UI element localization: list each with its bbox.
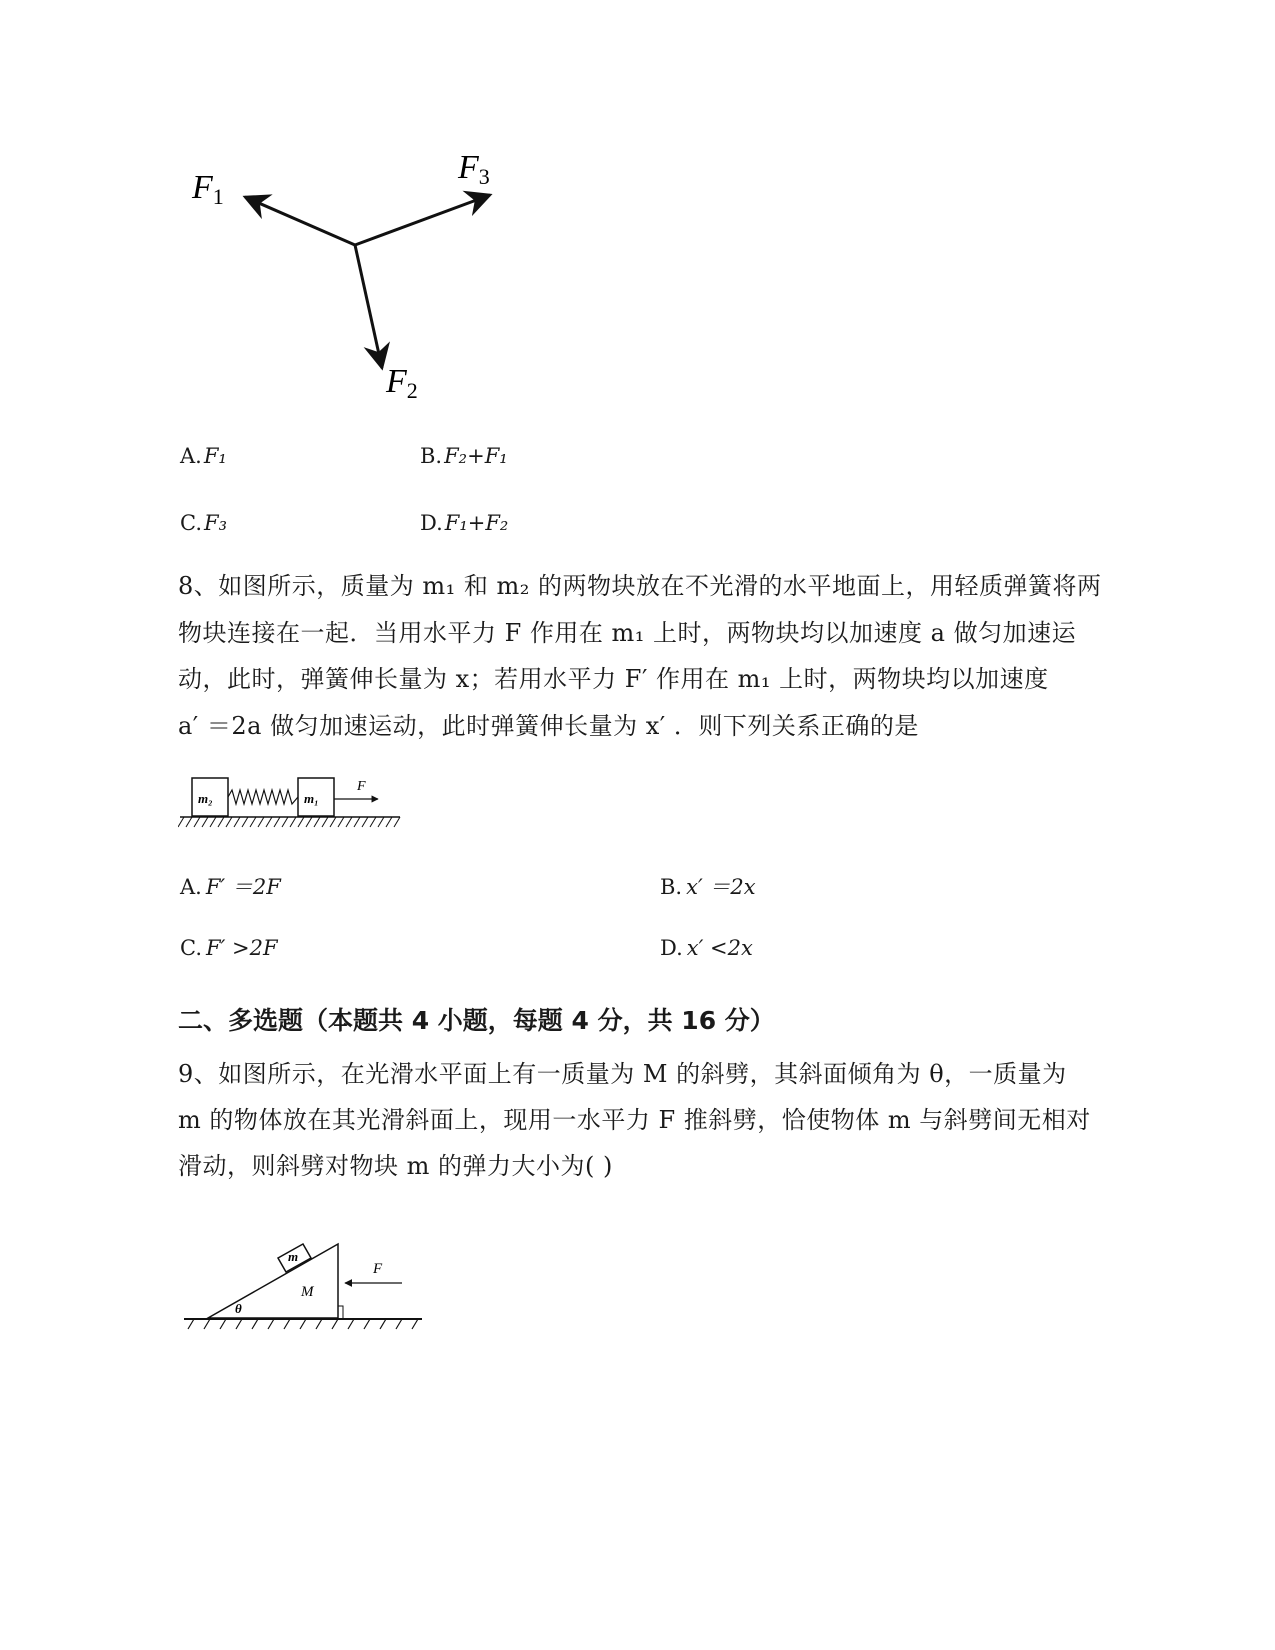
wedge-label: M [301,1284,314,1300]
section-heading: 二、多选题（本题共 4 小题，每题 4 分，共 16 分） [178,1006,775,1035]
ground-hatching [178,817,400,827]
q7-option-a[interactable] [180,444,227,468]
option-text: F₃ [204,511,227,535]
force-label: F [373,1261,383,1277]
q8-spring-blocks-diagram [178,770,403,832]
q8-text-line-2: 物块连接在一起．当用水平力 F 作用在 m₁ 上时，两物块均以加速度 a 做匀加速运 [178,619,1077,647]
q7-option-b[interactable] [420,444,508,468]
f3-vector [355,195,490,245]
option-letter: C. [180,936,202,960]
q8-option-c[interactable] [180,936,278,960]
m1-label: m₁ [304,791,319,806]
option-letter: A. [180,444,202,468]
q8-option-d[interactable] [660,936,753,960]
angle-label: θ [235,1301,242,1316]
f1-label: F1 [192,169,224,209]
option-text: F′ ＝2F [205,875,281,899]
block-label: m [288,1249,299,1264]
q8-text-line-3: 动，此时，弹簧伸长量为 x；若用水平力 F′ 作用在 m₁ 上时，两物块均以加速度 [178,665,1049,693]
m2-label: m₂ [198,791,213,806]
f2-vector [355,245,382,368]
option-text: F′ >2F [206,936,278,960]
f3-label: F3 [458,149,490,189]
option-text: F₁+F₂ [444,511,509,535]
option-letter: D. [420,511,443,535]
f2-label: F2 [386,363,418,403]
option-text: F₁ [203,444,227,468]
q9-text-line-3: 滑动，则斜劈对物块 m 的弹力大小为( ) [178,1152,613,1180]
spring [228,790,298,804]
option-letter: B. [420,444,443,468]
option-letter: C. [180,511,202,535]
f1-vector [245,197,355,245]
option-letter: B. [660,875,683,899]
q8-text-line-1: 8、如图所示，质量为 m₁ 和 m₂ 的两物块放在不光滑的水平地面上，用轻质弹簧将两 [178,572,1102,600]
q8-text-line-4: a′ ＝2a 做匀加速运动，此时弹簧伸长量为 x′ ．则下列关系正确的是 [178,712,919,740]
option-text: x′ <2x [686,936,753,960]
wedge [208,1244,338,1318]
option-text: x′ ＝2x [686,875,756,899]
option-text: F₂+F₁ [444,444,508,468]
force-label: F [357,779,366,794]
q9-text-line-2: m 的物体放在其光滑斜面上，现用一水平力 F 推斜劈，恰使物体 m 与斜劈间无相对 [178,1106,1091,1134]
q9-text-line-1: 9、如图所示，在光滑水平面上有一质量为 M 的斜劈，其斜面倾角为 θ，一质量为 [178,1060,1067,1088]
q7-option-c[interactable] [180,511,227,535]
q8-option-a[interactable] [180,871,281,901]
ground-hatching [188,1319,418,1329]
option-letter: A. [180,875,202,899]
q7-force-diagram [170,140,530,420]
option-letter: D. [660,936,683,960]
q7-option-d[interactable] [420,511,508,535]
q9-wedge-diagram [180,1232,430,1337]
q8-option-b[interactable] [660,871,756,901]
